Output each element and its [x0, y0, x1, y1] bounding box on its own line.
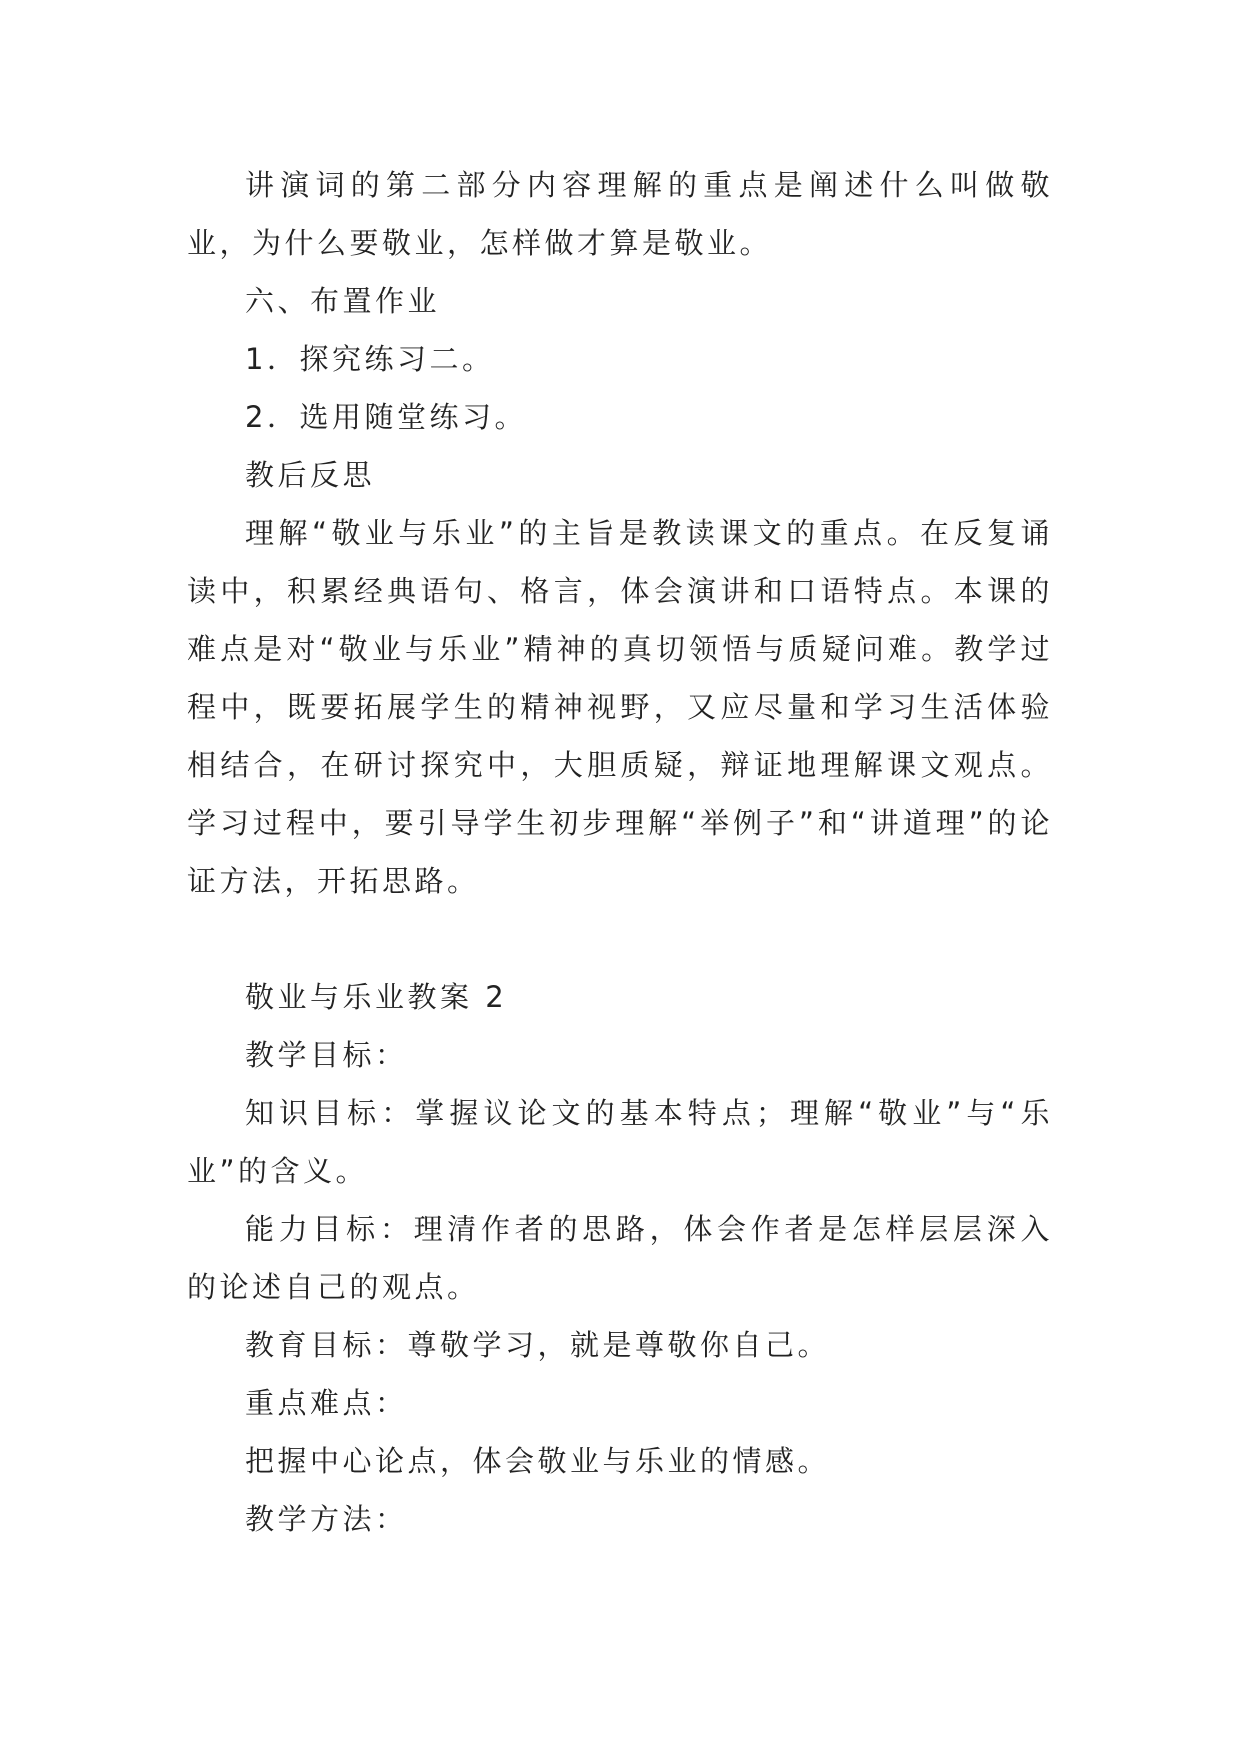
- heading-teaching-goals: 教学目标：: [245, 1038, 408, 1072]
- paragraph-speech-second-part: 讲演词的第二部分内容理解的重点是阐述什么叫做敬业，为什么要敬业，怎样做才算是敬业。: [187, 168, 1053, 260]
- paragraph-education-goal: 教育目标：尊敬学习，就是尊敬你自己。: [245, 1328, 831, 1362]
- section-spacer: [187, 910, 1053, 968]
- list-item-exercise-2: 2．选用随堂练习。: [245, 400, 527, 434]
- heading-key-difficulties: 重点难点：: [245, 1386, 408, 1420]
- document-body: [187, 156, 1053, 1548]
- paragraph-ability-goal: 能力目标：理清作者的思路，体会作者是怎样层层深入的论述自己的观点。: [187, 1212, 1053, 1304]
- list-item-exercise-1: 1．探究练习二。: [245, 342, 495, 376]
- heading-teaching-methods: 教学方法：: [245, 1502, 408, 1536]
- paragraph-knowledge-goal: 知识目标：掌握议论文的基本特点；理解“敬业”与“乐业”的含义。: [187, 1096, 1053, 1188]
- paragraph-key-difficulties: 把握中心论点，体会敬业与乐业的情感。: [245, 1444, 831, 1478]
- paragraph-reflection: 理解“敬业与乐业”的主旨是教读课文的重点。在反复诵读中，积累经典语句、格言，体会演讲和口语特点。本课的难点是对“敬业与乐业”精神的真切领悟与质疑问难。教学过程中，既要拓展学生的精神视野，又应尽量和学习生活体验相结合，在研讨探究中，大胆质疑，辩证地理解课文观点。学习过程中，要引导学生初步理解“举例子”和“讲道理”的论证方法，开拓思路。: [187, 516, 1053, 898]
- section-title: 敬业与乐业教案 2: [245, 980, 508, 1014]
- heading-assign-homework: 六、布置作业: [245, 284, 441, 318]
- heading-teaching-reflection: 教后反思: [245, 458, 376, 492]
